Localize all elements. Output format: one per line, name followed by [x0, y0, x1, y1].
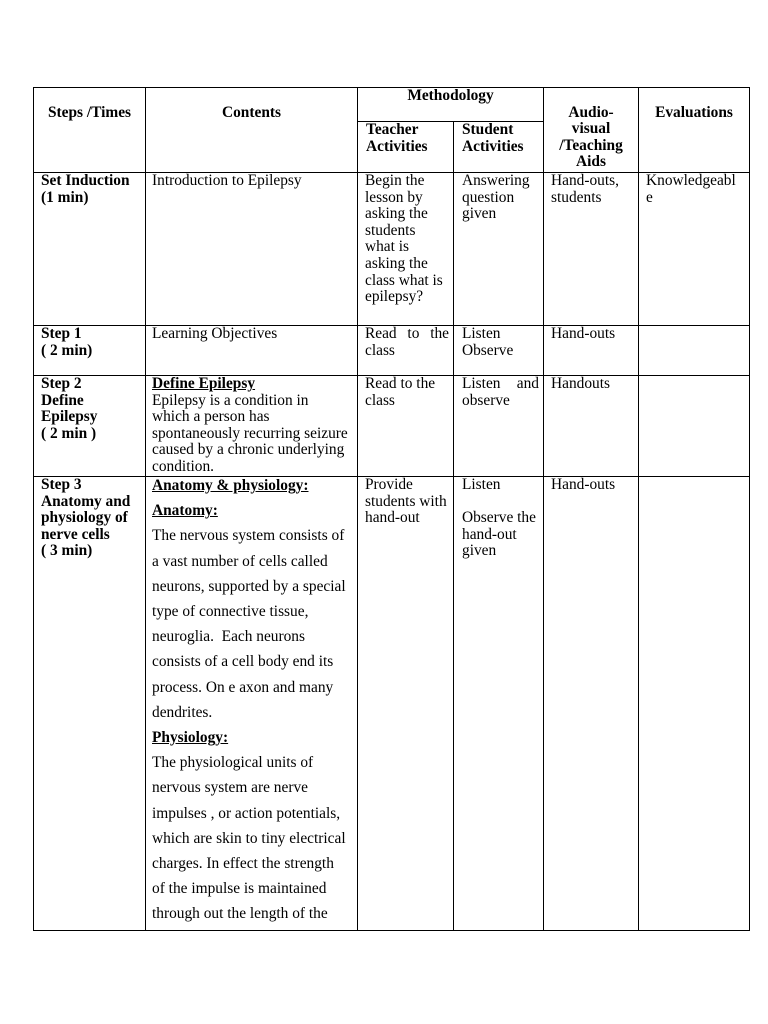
text-line: Epilepsy — [41, 408, 98, 426]
contents-cell — [146, 173, 358, 326]
cell-text — [551, 376, 634, 393]
table-row — [34, 173, 750, 326]
contents-cell — [146, 326, 358, 376]
text-line: /Teaching — [559, 136, 623, 154]
cell-text — [152, 173, 353, 190]
teacher-activities-cell — [358, 376, 454, 477]
text-line: Hand-outs — [551, 325, 616, 342]
student-activities-cell — [454, 326, 544, 376]
text-line: caused by a chronic underlying — [152, 441, 345, 459]
evaluation-cell — [639, 173, 750, 326]
text-line: Provide — [365, 476, 413, 493]
evaluation-cell — [639, 477, 750, 931]
text-line: lesson by — [365, 188, 423, 206]
text-line: Anatomy and — [41, 492, 131, 510]
evaluation-cell — [639, 376, 750, 477]
text-line: Hand-outs — [551, 476, 616, 493]
text-line: Observe — [462, 341, 514, 359]
cell-text — [462, 376, 539, 409]
cell-text — [152, 326, 353, 343]
text-line: hand-out — [462, 525, 517, 543]
step-time-cell — [34, 477, 146, 931]
text-line: class — [365, 341, 395, 359]
teacher-activities-cell — [358, 477, 454, 931]
step-time-cell — [34, 173, 146, 326]
header-label: Steps /Times — [47, 103, 132, 121]
text-line: condition. — [152, 457, 214, 475]
text-line: epilepsy? — [365, 288, 424, 306]
teaching-aids-cell — [544, 173, 639, 326]
contents-cell — [146, 376, 358, 477]
cell-text — [646, 173, 745, 206]
text-line: Read to the — [365, 375, 436, 392]
section-heading: Physiology: — [152, 729, 229, 747]
text-line: Define — [41, 391, 84, 409]
text-line: neuroglia. Each neurons — [152, 628, 305, 646]
text-line: spontaneously recurring seizure — [152, 424, 348, 442]
text-line: Set Induction — [41, 172, 130, 189]
text-line: of the impulse is maintained — [152, 880, 327, 898]
contents-cell — [146, 477, 358, 931]
cell-text — [551, 173, 634, 206]
text-line: class what is — [365, 271, 443, 289]
text-line: dendrites. — [152, 703, 213, 721]
section-heading: Anatomy: — [152, 502, 218, 520]
text-line: what is — [365, 238, 410, 256]
text-line: Step 1 — [41, 325, 82, 342]
text-line: class — [365, 391, 395, 409]
text-line: Handouts — [551, 375, 611, 392]
header-contents — [146, 88, 358, 173]
cell-text — [462, 173, 539, 223]
step-time-cell — [34, 376, 146, 477]
text-line: given — [462, 542, 497, 560]
text-line: Epilepsy is a condition in — [152, 391, 309, 409]
header-label: Methodology — [407, 87, 494, 104]
table-row — [34, 477, 750, 931]
teaching-aids-cell — [544, 326, 639, 376]
text-line: neurons, supported by a special — [152, 577, 346, 595]
cell-text — [152, 477, 353, 927]
step-time-cell — [34, 326, 146, 376]
text-line: a vast number of cells called — [152, 552, 328, 570]
text-line: observe — [462, 391, 510, 409]
student-activities-cell — [454, 376, 544, 477]
text-line: Observe the — [462, 509, 536, 527]
student-activities-cell — [454, 173, 544, 326]
teaching-aids-cell — [544, 376, 639, 477]
cell-text — [152, 376, 353, 476]
text-line: Audio- — [568, 103, 614, 121]
text-line: Begin the — [365, 172, 425, 189]
header-audio-visual-teaching-aids — [544, 88, 639, 173]
text-line: through out the length of the — [152, 905, 328, 923]
table-row — [34, 376, 750, 477]
text-line: Introduction to Epilepsy — [152, 172, 302, 189]
text-line: Activities — [366, 137, 428, 155]
section-heading: Define Epilepsy — [152, 375, 256, 392]
text-line: Activities — [462, 137, 524, 155]
text-line: charges. In effect the strength — [152, 855, 334, 873]
text-line: given — [462, 205, 497, 223]
text-line: process. On e axon and many — [152, 678, 334, 696]
cell-text — [365, 376, 449, 409]
cell-text — [551, 326, 634, 343]
text-line: The physiological units of — [152, 754, 314, 772]
text-line: nervous system are nerve — [152, 779, 308, 797]
evaluation-cell — [639, 326, 750, 376]
cell-text — [365, 173, 449, 306]
cell-text — [41, 173, 141, 206]
cell-text — [462, 122, 539, 155]
cell-text — [462, 477, 539, 560]
header-evaluations — [639, 88, 750, 173]
student-activities-cell — [454, 477, 544, 931]
text-line: Teacher — [366, 121, 419, 138]
text-line: nerve cells — [41, 525, 110, 543]
text-line: Learning Objectives — [152, 325, 278, 342]
section-heading: Anatomy & physiology: — [152, 477, 309, 494]
header-label: Contents — [222, 103, 281, 121]
text-line: The nervous system consists of — [152, 527, 345, 545]
text-line: hand-out — [365, 509, 420, 527]
text-line: Listen and — [462, 375, 540, 392]
header-methodology — [358, 88, 544, 122]
text-line: (1 min) — [41, 188, 89, 206]
text-line: Step 3 — [41, 476, 82, 493]
text-line: Student — [462, 121, 514, 138]
text-line: which are skin to tiny electrical — [152, 829, 346, 847]
text-line: visual — [571, 120, 611, 138]
text-line: consists of a cell body end its — [152, 653, 334, 671]
text-line: ( 2 min ) — [41, 424, 97, 442]
header-label: Evaluations — [655, 103, 733, 121]
text-line: Aids — [576, 153, 606, 171]
text-line: ( 2 min) — [41, 341, 93, 359]
text-line: question — [462, 188, 515, 206]
text-line: students — [365, 221, 416, 239]
cell-text — [366, 122, 449, 155]
text-line: Hand-outs, — [551, 172, 619, 189]
text-line: Step 2 — [41, 375, 82, 392]
lesson-plan-table — [33, 87, 750, 931]
text-line: e — [646, 188, 653, 206]
text-line: asking the — [365, 205, 428, 223]
cell-text — [462, 326, 539, 359]
header-student-activities — [454, 122, 544, 173]
cell-text — [365, 477, 449, 527]
teacher-activities-cell — [358, 173, 454, 326]
text-line: Knowledgeabl — [646, 172, 736, 189]
text-line: Read to the — [365, 325, 449, 342]
cell-text — [41, 376, 141, 442]
cell-text — [41, 477, 141, 560]
text-line: type of connective tissue, — [152, 603, 309, 621]
teacher-activities-cell — [358, 326, 454, 376]
text-line: asking the — [365, 254, 428, 272]
teaching-aids-cell — [544, 477, 639, 931]
text-line: Answering — [462, 172, 530, 189]
header-steps-times — [34, 88, 146, 173]
header-teacher-activities — [358, 122, 454, 173]
text-line: students — [551, 188, 602, 206]
cell-text — [41, 326, 141, 359]
text-line: students with — [365, 492, 447, 510]
text-line: which a person has — [152, 408, 270, 426]
text-line: Listen — [462, 476, 501, 493]
table-row — [34, 326, 750, 376]
text-line: Listen — [462, 325, 501, 342]
cell-text — [546, 105, 636, 171]
table-header-row — [34, 88, 750, 122]
text-line: ( 3 min) — [41, 542, 93, 560]
cell-text — [551, 477, 634, 494]
cell-text — [365, 326, 449, 359]
text-line: physiology of — [41, 509, 128, 527]
text-line: impulses , or action potentials, — [152, 804, 341, 822]
